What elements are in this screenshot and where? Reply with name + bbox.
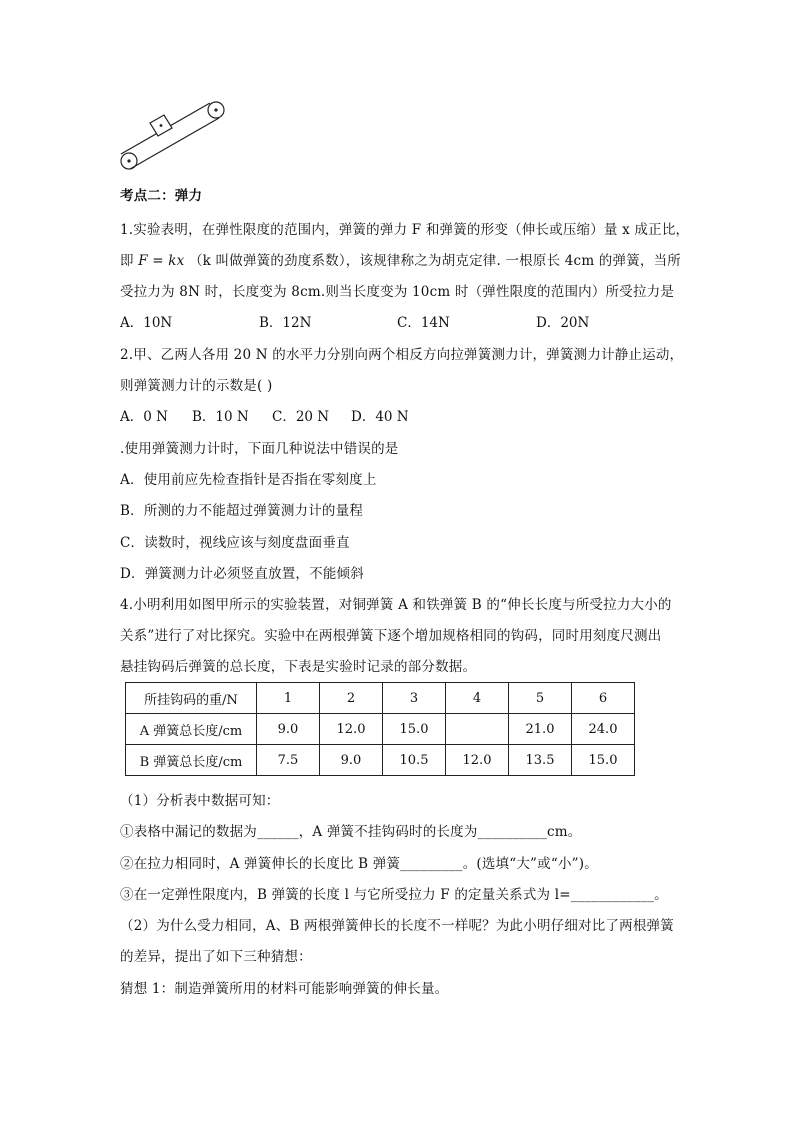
- q1-line3: 受拉力为 8N 时，长度变为 8cm.则当长度变为 10cm 时（弹性限度的范围内）所受拉力是: [120, 284, 675, 300]
- table-cell: 4: [446, 683, 509, 714]
- q1-line2-post: （k 叫做弹簧的劲度系数），该规律称之为胡克定律. 一根原长 4cm 的弹簧，当所: [188, 253, 682, 269]
- table-cell: 12.0: [320, 714, 383, 745]
- q1-line2: [120, 251, 681, 271]
- table-header-row: [126, 683, 635, 714]
- table-cell: 15.0: [383, 714, 446, 745]
- q1-option-c: C．14N: [397, 315, 450, 331]
- q1-option-b: B．12N: [259, 315, 312, 331]
- table-cell: 9.0: [320, 745, 383, 776]
- q4-item2: ②在拉力相同时，A 弹簧伸长的长度比 B 弹簧_________。(选填“大”或“小”)。: [120, 856, 598, 872]
- table-cell: B 弹簧总长度/cm: [126, 745, 257, 776]
- q1-option-a: A．10N: [120, 315, 173, 331]
- table-cell: 3: [383, 683, 446, 714]
- q3-option-c: C．读数时，视线应该与刻度盘面垂直: [120, 535, 350, 551]
- q4-line2: 关系”进行了对比探究。实验中在两根弹簧下逐个增加规格相同的钩码，同时用刻度尺测出: [120, 628, 662, 644]
- table-cell: [446, 714, 509, 745]
- belt-bottom-line: [130, 118, 219, 169]
- table-cell: 7.5: [257, 745, 320, 776]
- table-cell: 所挂钩码的重/N: [126, 683, 257, 714]
- table-cell: 5: [509, 683, 572, 714]
- table-row: [126, 745, 635, 776]
- q1-line1: 1.实验表明，在弹性限度的范围内，弹簧的弹力 F 和弹簧的形变（伸长或压缩）量 x 成正比，: [120, 222, 690, 238]
- spring-data-table: [125, 682, 635, 776]
- q4-item1: ①表格中漏记的数据为______，A 弹簧不挂钩码时的长度为__________cm。: [120, 824, 582, 840]
- q4-sub2-line1: （2）为什么受力相同，A、B 两根弹簧伸长的长度不一样呢？为此小明仔细对比了两根弹簧: [120, 918, 674, 934]
- table-cell: 13.5: [509, 745, 572, 776]
- table-cell: 1: [257, 683, 320, 714]
- q2-line1: 2.甲、乙两人各用 20 N 的水平力分别向两个相反方向拉弹簧测力计，弹簧测力计静止运动，: [120, 347, 684, 363]
- q1-formula: F = kx: [138, 253, 185, 269]
- q3-option-a: A．使用前应先检查指针是否指在零刻度上: [120, 472, 377, 488]
- q1-option-d: D．20N: [536, 315, 590, 331]
- q4-item3: ③在一定弹性限度内，B 弹簧的长度 l 与它所受拉力 F 的定量关系式为 l=____________。: [120, 887, 668, 903]
- q2-option-c: C．20 N: [272, 409, 330, 425]
- section-title: 考点二：弹力: [120, 188, 203, 204]
- table-cell: 24.0: [572, 714, 635, 745]
- q2-option-d: D．40 N: [351, 409, 409, 425]
- table-cell: 12.0: [446, 745, 509, 776]
- table-row: [126, 714, 635, 745]
- table-cell: 21.0: [509, 714, 572, 745]
- table-cell: 2: [320, 683, 383, 714]
- table-cell: 6: [572, 683, 635, 714]
- table-cell: A 弹簧总长度/cm: [126, 714, 257, 745]
- q3-option-b: B．所测的力不能超过弹簧测力计的量程: [120, 503, 364, 519]
- q2-option-b: B．10 N: [192, 409, 249, 425]
- q4-sub1: （1）分析表中数据可知：: [120, 793, 280, 809]
- q3-stem: .使用弹簧测力计时，下面几种说法中错误的是: [120, 441, 399, 457]
- table-cell: 9.0: [257, 714, 320, 745]
- q4-line3: 悬挂钩码后弹簧的总长度，下表是实验时记录的部分数据。: [120, 659, 477, 675]
- q1-line2-pre: 即: [120, 253, 134, 269]
- q2-line2: 则弹簧测力计的示数是( ): [120, 378, 273, 394]
- table-cell: 15.0: [572, 745, 635, 776]
- q3-option-d: D．弹簧测力计必须竖直放置，不能倾斜: [120, 566, 364, 582]
- q2-option-a: A．0 N: [120, 409, 168, 425]
- table-cell: 10.5: [383, 745, 446, 776]
- q4-line1: 4.小明利用如图甲所示的实验装置，对铜弹簧 A 和铁弹簧 B 的“伸长长度与所受拉力大小的: [120, 597, 672, 613]
- q4-sub2-line2: 的差异，提出了如下三种猜想：: [120, 949, 312, 965]
- conveyor-belt-figure: [112, 96, 236, 176]
- q4-guess1: 猜想 1：制造弹簧所用的材料可能影响弹簧的伸长量。: [120, 981, 449, 997]
